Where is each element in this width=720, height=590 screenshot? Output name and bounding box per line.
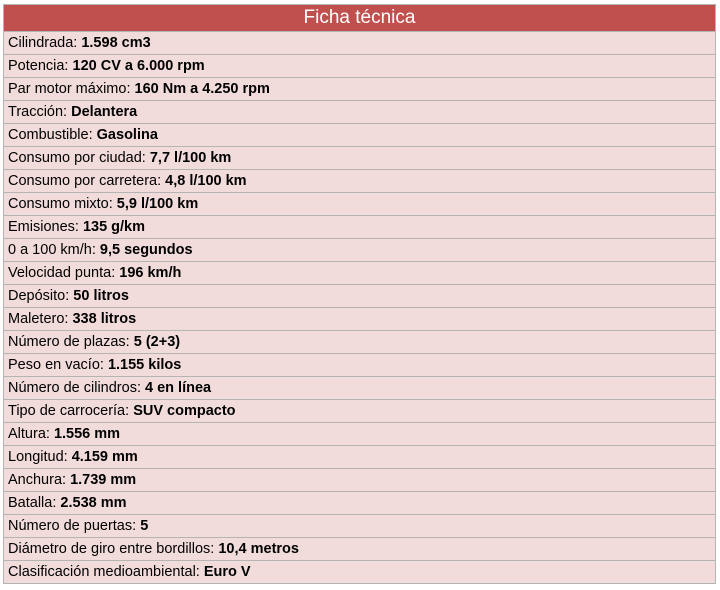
spec-value: 1.556 mm — [53, 426, 121, 442]
spec-table — [3, 4, 716, 584]
table-row — [4, 170, 716, 193]
spec-cell — [4, 469, 716, 492]
spec-value: Delantera — [71, 104, 138, 120]
table-row — [4, 354, 716, 377]
spec-value: 2.538 mm — [60, 495, 127, 511]
spec-value: 1.598 cm3 — [81, 35, 151, 51]
spec-cell — [4, 78, 716, 101]
spec-cell — [4, 55, 716, 78]
table-row — [4, 446, 716, 469]
table-row — [4, 285, 716, 308]
spec-cell — [4, 124, 716, 147]
table-row — [4, 78, 716, 101]
spec-label: Anchura: — [8, 472, 71, 488]
spec-value: 4 en línea — [145, 380, 212, 396]
spec-body — [4, 32, 716, 584]
spec-cell — [4, 515, 716, 538]
spec-value: 160 Nm a 4.250 rpm — [134, 81, 270, 97]
table-row — [4, 101, 716, 124]
spec-label: Consumo por carretera: — [8, 173, 166, 189]
spec-label: Longitud: — [8, 449, 72, 465]
spec-label: Tracción: — [8, 104, 72, 120]
table-row — [4, 469, 716, 492]
header-row — [4, 5, 716, 32]
table-title: Ficha técnica — [4, 5, 716, 32]
spec-cell — [4, 331, 716, 354]
spec-cell — [4, 400, 716, 423]
spec-cell — [4, 170, 716, 193]
table-row — [4, 400, 716, 423]
spec-value: Gasolina — [96, 127, 158, 143]
spec-label: Diámetro de giro entre bordillos: — [8, 541, 219, 557]
spec-label: Par motor máximo: — [8, 81, 135, 97]
spec-value: 50 litros — [73, 288, 129, 304]
table-row — [4, 216, 716, 239]
spec-value: 5 — [140, 518, 149, 534]
spec-label: Peso en vacío: — [8, 357, 108, 373]
spec-cell — [4, 101, 716, 124]
spec-cell — [4, 308, 716, 331]
spec-value: 5 (2+3) — [133, 334, 181, 350]
spec-cell — [4, 423, 716, 446]
spec-value: SUV compacto — [133, 403, 236, 419]
table-row — [4, 423, 716, 446]
table-row — [4, 55, 716, 78]
spec-cell — [4, 354, 716, 377]
spec-value: 338 litros — [72, 311, 137, 327]
spec-cell — [4, 32, 716, 55]
spec-label: Cilindrada: — [8, 35, 82, 51]
spec-label: Tipo de carrocería: — [8, 403, 134, 419]
spec-value: 5,9 l/100 km — [116, 196, 199, 212]
table-row — [4, 538, 716, 561]
spec-cell — [4, 216, 716, 239]
table-row — [4, 147, 716, 170]
spec-value: Euro V — [203, 564, 251, 580]
spec-value: 4.159 mm — [71, 449, 138, 465]
spec-cell — [4, 285, 716, 308]
spec-value: 1.739 mm — [70, 472, 137, 488]
spec-value: 1.155 kilos — [107, 357, 182, 373]
spec-label: Potencia: — [8, 58, 73, 74]
spec-value: 196 km/h — [119, 265, 182, 281]
spec-value: 7,7 l/100 km — [149, 150, 232, 166]
spec-cell — [4, 492, 716, 515]
spec-value: 135 g/km — [82, 219, 146, 235]
table-row — [4, 561, 716, 584]
table-row — [4, 124, 716, 147]
spec-label: Combustible: — [8, 127, 97, 143]
spec-value: 9,5 segundos — [99, 242, 193, 258]
table-row — [4, 492, 716, 515]
spec-cell — [4, 561, 716, 584]
spec-label: Consumo por ciudad: — [8, 150, 150, 166]
table-row — [4, 377, 716, 400]
spec-label: Batalla: — [8, 495, 61, 511]
spec-label: Maletero: — [8, 311, 73, 327]
spec-cell — [4, 446, 716, 469]
table-row — [4, 32, 716, 55]
spec-label: Altura: — [8, 426, 54, 442]
spec-label: 0 a 100 km/h: — [8, 242, 100, 258]
spec-value: 4,8 l/100 km — [165, 173, 247, 189]
table-row — [4, 239, 716, 262]
spec-label: Velocidad punta: — [8, 265, 120, 281]
table-row — [4, 262, 716, 285]
spec-label: Emisiones: — [8, 219, 83, 235]
spec-cell — [4, 538, 716, 561]
spec-cell — [4, 193, 716, 216]
spec-label: Clasificación medioambiental: — [8, 564, 204, 580]
spec-label: Número de plazas: — [8, 334, 134, 350]
spec-value: 10,4 metros — [218, 541, 299, 557]
spec-value: 120 CV a 6.000 rpm — [72, 58, 205, 74]
table-row — [4, 193, 716, 216]
table-row — [4, 308, 716, 331]
spec-label: Consumo mixto: — [8, 196, 117, 212]
spec-cell — [4, 239, 716, 262]
spec-cell — [4, 262, 716, 285]
spec-label: Número de puertas: — [8, 518, 141, 534]
table-row — [4, 515, 716, 538]
spec-label: Número de cilindros: — [8, 380, 145, 396]
table-row — [4, 331, 716, 354]
spec-label: Depósito: — [8, 288, 74, 304]
spec-cell — [4, 147, 716, 170]
spec-cell — [4, 377, 716, 400]
